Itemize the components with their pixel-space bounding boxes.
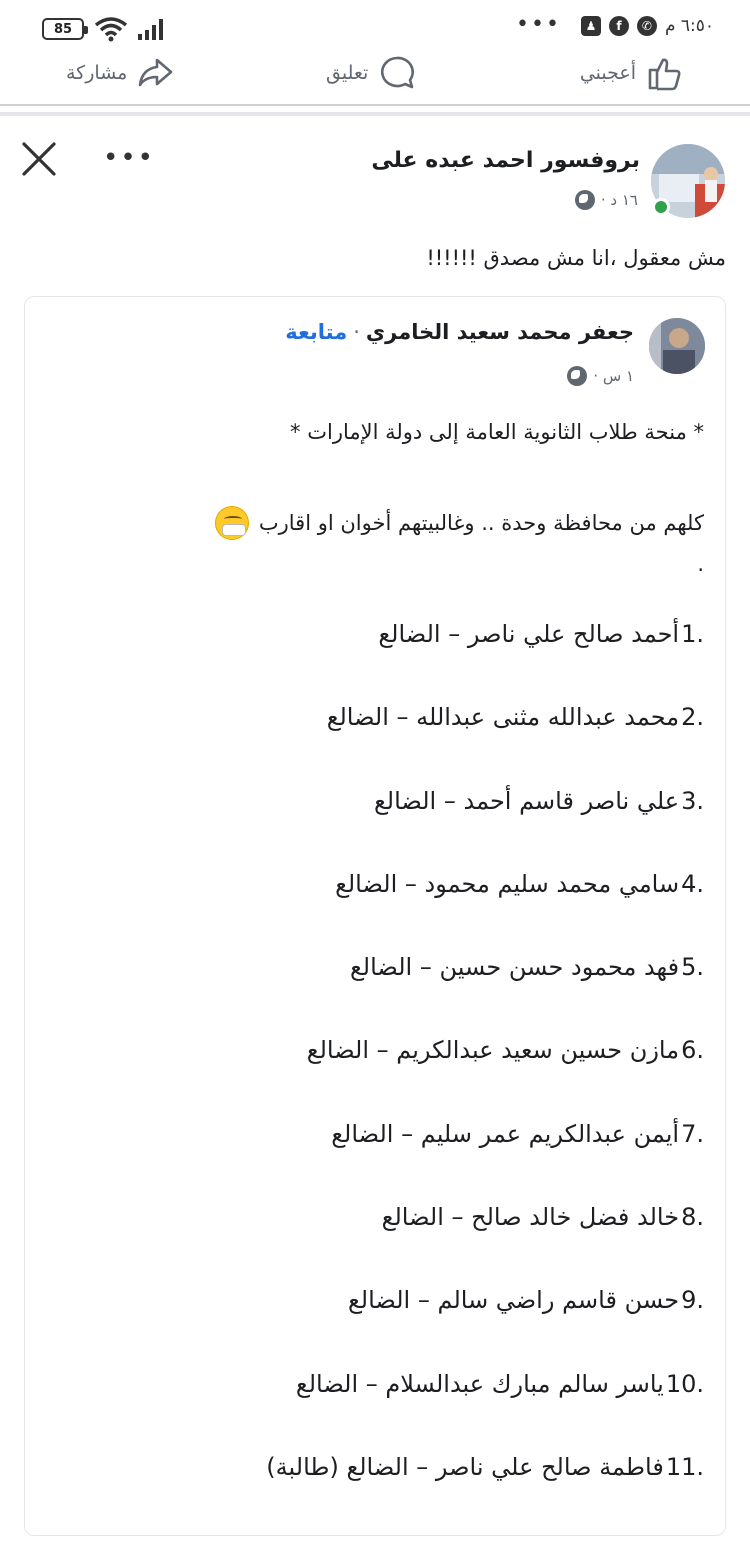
student-list xyxy=(64,620,704,1536)
list-item xyxy=(64,620,704,703)
post-author-name[interactable]: بروفسور احمد عبده على xyxy=(371,148,640,173)
list-item-number: 11. xyxy=(665,1452,704,1481)
intro-text: كلهم من محافظة وحدة .. وغالبيتهم أخوان او اقارب xyxy=(258,511,704,535)
follow-button[interactable]: متابعة xyxy=(285,320,348,344)
list-item-text: علي ناصر قاسم أحمد – الضالع xyxy=(374,786,680,815)
online-status-dot xyxy=(652,198,670,216)
whatsapp-icon: ✆ xyxy=(637,16,657,36)
share-label: مشاركة xyxy=(66,62,128,84)
post-text: مش معقول ،انا مش مصدق !!!!!! xyxy=(426,246,726,270)
list-item-text: خالد فضل خالد صالح – الضالع xyxy=(381,1203,680,1232)
list-item-text: سامي محمد سليم محمود – الضالع xyxy=(335,869,680,898)
more-options-button[interactable]: ••• xyxy=(103,143,156,173)
reaction-bar xyxy=(0,48,750,106)
list-item-text: فاطمة صالح علي ناصر – الضالع (طالبة) xyxy=(266,1452,664,1481)
shared-headline: * منحة طلاب الثانوية العامة إلى دولة الإمارات * xyxy=(290,420,704,444)
clock: ٦:٥٠ م xyxy=(664,16,714,36)
list-item-number: 9. xyxy=(681,1286,704,1315)
contact-icon: ♟ xyxy=(581,16,601,36)
list-item xyxy=(64,1120,704,1203)
globe-icon xyxy=(575,190,595,210)
shared-header xyxy=(285,320,634,344)
list-item-text: فهد محمود حسن حسين – الضالع xyxy=(350,953,680,982)
wifi-icon xyxy=(94,16,128,42)
list-item-number: 10. xyxy=(665,1369,704,1398)
status-bar xyxy=(0,0,750,52)
battery-level: 85 xyxy=(53,21,73,37)
avatar-image xyxy=(649,318,705,374)
list-item xyxy=(64,1286,704,1369)
grimacing-face-icon xyxy=(215,506,249,540)
list-item-number: 3. xyxy=(681,786,704,815)
list-item-number: 6. xyxy=(681,1036,704,1065)
list-item-text: ياسر سالم مبارك عبدالسلام – الضالع xyxy=(295,1369,664,1398)
like-button[interactable] xyxy=(580,54,684,92)
signal-icon xyxy=(138,18,163,40)
list-item-number: 5. xyxy=(681,953,704,982)
list-item-number: 8. xyxy=(681,1203,704,1232)
globe-icon xyxy=(567,366,587,386)
trailing-dot: . xyxy=(697,552,704,576)
share-icon xyxy=(137,54,175,92)
shared-intro xyxy=(215,506,704,540)
comment-button[interactable] xyxy=(326,54,416,92)
close-icon[interactable] xyxy=(20,140,58,178)
post-meta xyxy=(575,190,638,210)
list-item-text: أيمن عبدالكريم عمر سليم – الضالع xyxy=(331,1119,680,1148)
list-item xyxy=(64,1453,704,1536)
list-item-number: 2. xyxy=(681,703,704,732)
shared-author-name[interactable]: جعفر محمد سعيد الخامري xyxy=(365,320,634,344)
facebook-icon: f xyxy=(609,16,629,36)
separator: · xyxy=(353,320,360,344)
list-item xyxy=(64,1203,704,1286)
list-item-number: 4. xyxy=(681,869,704,898)
post-time[interactable]: ١٦ د · xyxy=(600,191,638,209)
list-item-text: محمد عبدالله مثنى عبدالله – الضالع xyxy=(326,703,680,732)
like-label: أعجبني xyxy=(579,62,636,84)
list-item-text: مازن حسين سعيد عبدالكريم – الضالع xyxy=(306,1036,680,1065)
list-item-text: حسن قاسم راضي سالم – الضالع xyxy=(348,1286,680,1315)
comment-icon xyxy=(378,54,416,92)
shared-post-meta xyxy=(567,366,634,386)
status-right xyxy=(581,16,714,36)
list-item-text: أحمد صالح علي ناصر – الضالع xyxy=(378,620,680,648)
list-item xyxy=(64,870,704,953)
list-item xyxy=(64,703,704,786)
comment-label: تعليق xyxy=(326,62,369,84)
shared-post-time[interactable]: ١ س · xyxy=(593,367,634,385)
status-left xyxy=(42,16,163,42)
list-item xyxy=(64,1370,704,1453)
list-item-number: 1. xyxy=(681,620,704,648)
battery-icon xyxy=(42,18,84,40)
list-item xyxy=(64,953,704,1036)
list-item xyxy=(64,1036,704,1119)
share-button[interactable] xyxy=(66,54,175,92)
list-item-number: 7. xyxy=(681,1119,704,1148)
notification-dots: ••• xyxy=(516,12,561,37)
divider xyxy=(0,112,750,116)
list-item xyxy=(64,787,704,870)
shared-author-avatar[interactable] xyxy=(649,318,705,374)
thumbs-up-icon xyxy=(646,54,684,92)
